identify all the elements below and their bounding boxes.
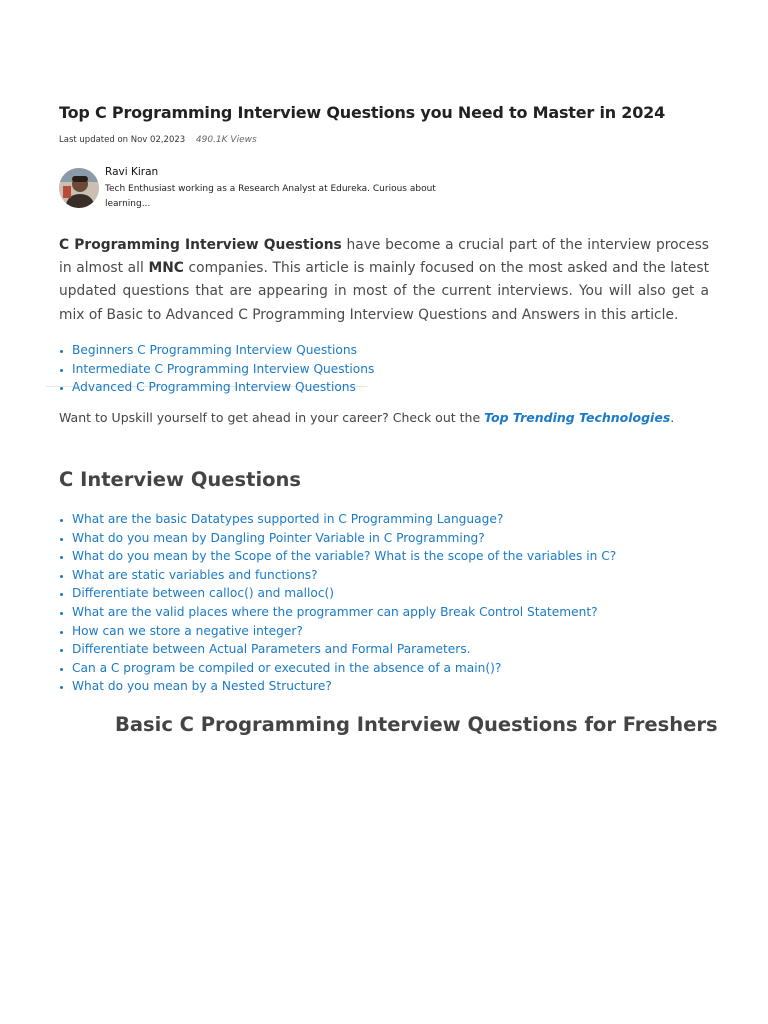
question-item	[72, 603, 616, 622]
intro-text-2: companies. This article is mainly focused on the most asked and the latest updated questions that are appearing in most of the current interviews. You will also get a mix of Basic to Advanced C Programming Interview Questions and Answers in this article.	[59, 260, 710, 323]
question-link[interactable]: How can we store a negative integer?	[72, 623, 303, 638]
section-heading: C Interview Questions	[59, 468, 302, 491]
intro-bold-lead: C Programming Interview Questions	[59, 237, 342, 253]
toc-item	[72, 378, 374, 397]
article-title: Top C Programming Interview Questions you Need to Master in 2024	[59, 103, 666, 122]
questions-list	[59, 510, 616, 696]
question-link[interactable]: Differentiate between Actual Parameters and Formal Parameters.	[72, 642, 471, 657]
avatar-image	[59, 168, 99, 208]
question-item	[72, 640, 616, 659]
intro-text-1: have become a crucial part of the interview process in almost all	[59, 237, 709, 277]
article-meta	[59, 135, 257, 145]
author-avatar[interactable]	[59, 168, 99, 208]
toc-item	[72, 341, 374, 360]
toc-link-intermediate[interactable]: Intermediate C Programming Interview Questions	[72, 361, 375, 376]
question-link[interactable]: Differentiate between calloc() and malloc()	[72, 586, 335, 601]
top-trending-technologies-link[interactable]: Top Trending Technologies	[484, 410, 671, 425]
subsection-heading: Basic C Programming Interview Questions for Freshers	[115, 713, 718, 736]
question-item	[72, 547, 616, 566]
question-item	[72, 622, 616, 641]
question-item	[72, 584, 616, 603]
author-name[interactable]: Ravi Kiran	[105, 166, 159, 178]
question-link[interactable]: What are the basic Datatypes supported in C Programming Language?	[72, 512, 504, 526]
author-bio: Tech Enthusiast working as a Research Analyst at Edureka. Curious about learning...	[105, 184, 436, 209]
toc-item	[72, 360, 374, 379]
question-link[interactable]: Can a C program be compiled or executed in the absence of a main()?	[72, 660, 502, 675]
view-count: 490.1K Views	[195, 135, 257, 145]
question-item	[72, 529, 616, 548]
toc-link-beginners[interactable]: Beginners C Programming Interview Questions	[72, 343, 357, 357]
toc-list	[59, 341, 374, 397]
question-link[interactable]: What are the valid places where the programmer can apply Break Control Statement?	[72, 604, 598, 619]
question-link[interactable]: What do you mean by the Scope of the variable? What is the scope of the variables in C?	[72, 549, 617, 564]
upskill-suffix: .	[670, 410, 675, 425]
intro-paragraph	[59, 234, 709, 327]
question-link[interactable]: What do you mean by a Nested Structure?	[72, 679, 332, 694]
question-item	[72, 510, 616, 529]
question-link[interactable]: What do you mean by Dangling Pointer Variable in C Programming?	[72, 530, 485, 545]
upskill-line	[59, 410, 674, 425]
last-updated: Last updated on Nov 02,2023	[59, 135, 186, 145]
question-item	[72, 677, 616, 696]
question-item	[72, 659, 616, 678]
toc-link-advanced[interactable]: Advanced C Programming Interview Questions	[72, 380, 356, 395]
upskill-text: Want to Upskill yourself to get ahead in your career? Check out the	[59, 410, 485, 425]
intro-bold-mnc: MNC	[148, 260, 184, 277]
question-link[interactable]: What are static variables and functions?	[72, 567, 318, 582]
question-item	[72, 566, 616, 585]
